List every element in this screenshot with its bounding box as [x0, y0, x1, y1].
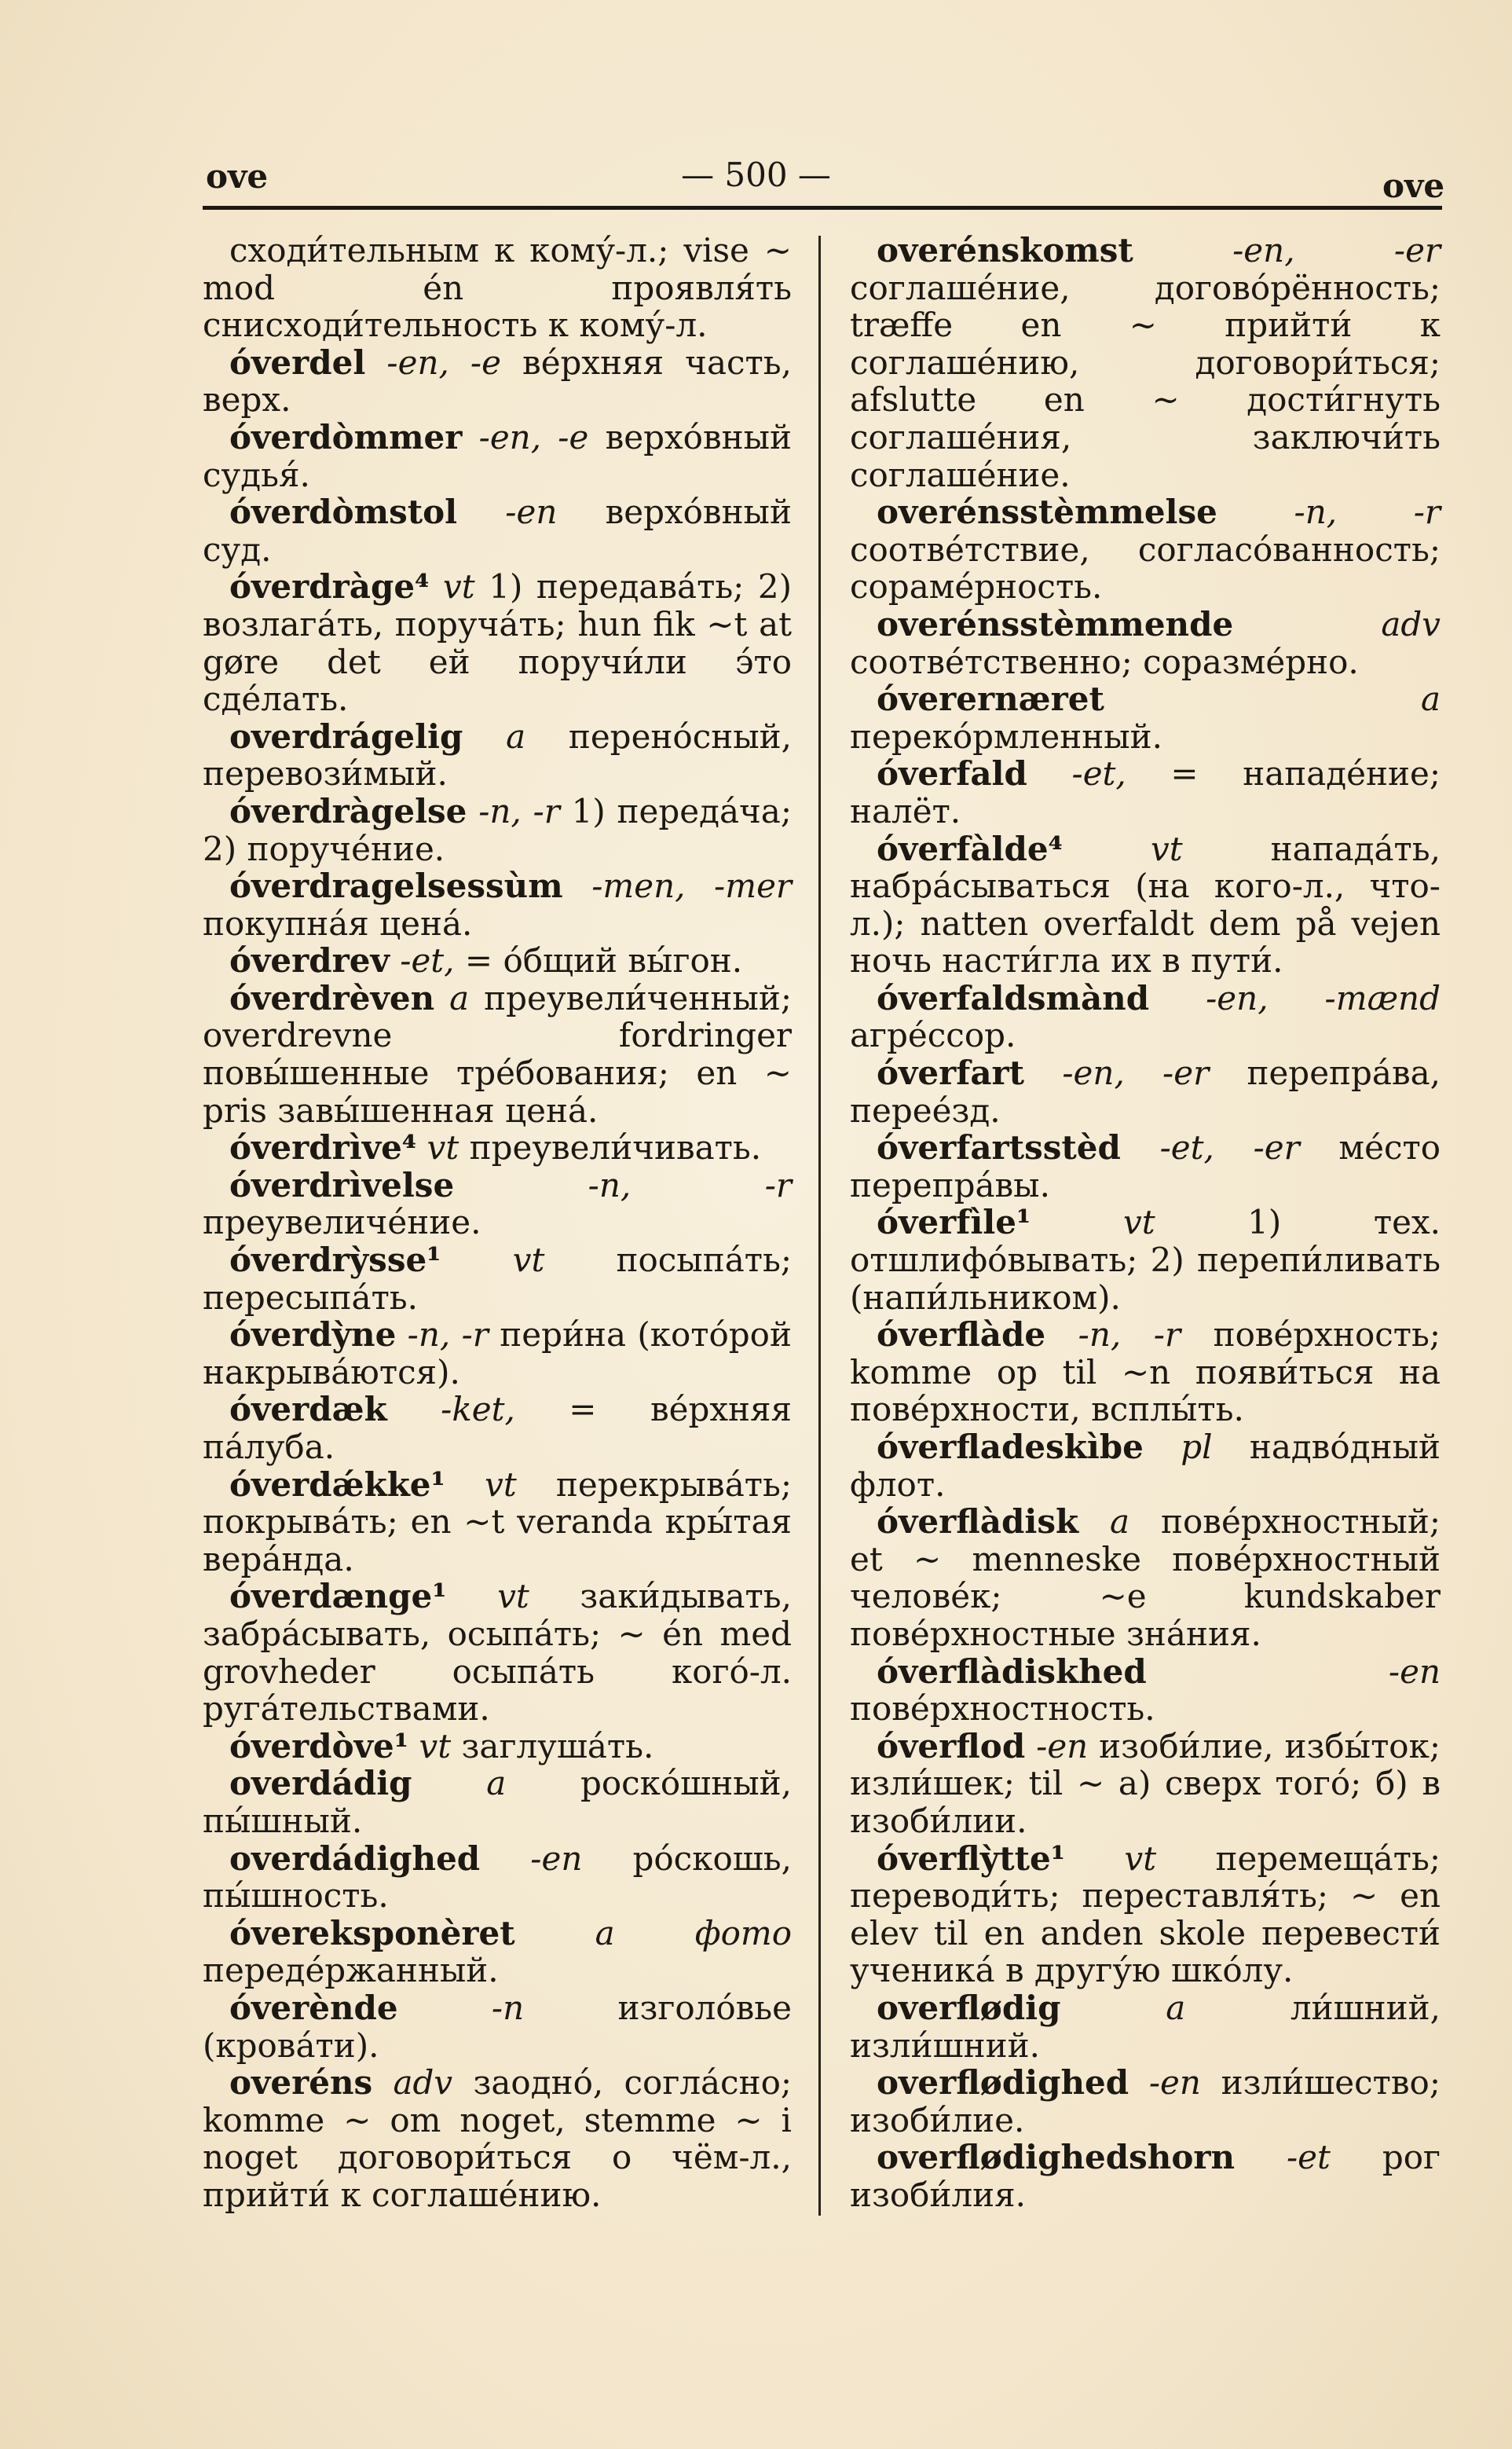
definition: верхо́вный суд.: [203, 493, 792, 569]
grammar-label: -en, -e: [386, 343, 501, 382]
grammar-label: a: [1420, 680, 1441, 719]
headword: óverdæk: [229, 1390, 387, 1429]
definition: перепра́ва, перее́зд.: [850, 1054, 1441, 1130]
header-left-guideword: ove: [206, 157, 269, 196]
dictionary-entry: [203, 1316, 792, 1391]
definition: 1) переда́ча; 2) поруче́ние.: [203, 791, 792, 868]
definition: посыпа́ть; пересыпа́ть.: [203, 1241, 792, 1317]
grammar-label: -et: [1286, 2138, 1331, 2177]
dictionary-entry: [850, 1129, 1441, 1204]
headword: overénsstèmmende: [877, 604, 1234, 643]
headword: óverfàlde⁴: [877, 829, 1063, 868]
grammar-label: a: [486, 1764, 507, 1803]
dictionary-entry: [203, 1989, 792, 2064]
definition: преувели́ченный; overdrevne fordringer повы́шенные тре́бования; en ~ pris завы́шенная цена́.: [203, 978, 792, 1130]
dictionary-entry: [850, 1653, 1441, 1728]
definition: надво́дный флот.: [850, 1428, 1441, 1504]
dictionary-entry: [203, 568, 792, 717]
dictionary-entry: [850, 606, 1441, 680]
definition: ве́рхняя па́луба.: [203, 1390, 792, 1466]
dictionary-entry: [203, 942, 792, 980]
headword: óverflỳtte¹: [877, 1839, 1066, 1878]
dictionary-entry: [850, 2064, 1441, 2139]
headword: óverdǽkke¹: [229, 1465, 445, 1504]
headword: overdrágelig: [229, 717, 463, 756]
grammar-label: a: [1110, 1502, 1130, 1542]
dictionary-entry: [203, 1129, 792, 1167]
headword: óverfìle¹: [877, 1203, 1031, 1242]
grammar-label: -et, =: [1071, 754, 1199, 794]
dictionary-entry: [850, 493, 1441, 606]
definition: 1) передава́ть; 2) возлага́ть, поруча́ть; hun fik ~t at gøre det ей поручи́ли э́то сде́лать.: [203, 567, 793, 719]
headword: overflødig: [877, 1988, 1061, 2027]
headword: óverflod: [877, 1726, 1026, 1765]
dictionary-entry: [203, 793, 792, 867]
dictionary-entry: [850, 1428, 1441, 1503]
grammar-label: a: [449, 978, 470, 1017]
definition: заглуша́ть.: [461, 1726, 654, 1765]
definition: нападе́ние; налёт.: [850, 754, 1441, 830]
dictionary-entry: [850, 1204, 1441, 1316]
dictionary-entry: [850, 232, 1441, 493]
grammar-label: -en: [1388, 1652, 1441, 1691]
dictionary-entry: [203, 1391, 792, 1465]
right-column: [850, 232, 1441, 2213]
definition: пове́рхностный; et ~ menneske пове́рхностный челове́к; ~e kundskaber пове́рхностные зна́ния.: [850, 1502, 1441, 1653]
headword: óverfartsstèd: [877, 1128, 1121, 1168]
definition: перекóрмленный.: [850, 717, 1162, 756]
grammar-label: a: [506, 717, 526, 756]
dictionary-entry: [203, 1840, 792, 1915]
headword: óverdrìvelse: [229, 1165, 455, 1204]
grammar-label: adv: [393, 2063, 453, 2103]
definition: пери́на (кото́рой накрыва́ются).: [203, 1315, 792, 1391]
grammar-label: -n: [491, 1988, 525, 2027]
page-number: — 500 —: [681, 156, 831, 194]
definition: перено́сный, перевози́мый.: [203, 717, 792, 794]
definition: ме́сто перепра́вы.: [850, 1128, 1441, 1204]
grammar-label: -en, -er: [1062, 1054, 1210, 1093]
definition: покупна́я цена́.: [203, 904, 473, 943]
headword: óverfald: [877, 754, 1027, 794]
headword: óverdrìve⁴: [229, 1128, 417, 1168]
definition: рог изоби́лия.: [850, 2138, 1441, 2214]
grammar-label: -n, -r: [1294, 493, 1441, 532]
grammar-label: -en, -er: [1232, 231, 1441, 269]
grammar-label: pl: [1181, 1428, 1213, 1466]
headword: óverdòve¹: [229, 1726, 409, 1765]
column-divider: [818, 236, 821, 2216]
definition: изоби́лие, избы́ток; изли́шек; til ~ а) сверх того́; б) в изоби́лии.: [850, 1726, 1441, 1840]
dictionary-entry: [850, 1054, 1441, 1129]
grammar-label: vt: [1124, 1839, 1157, 1878]
headword: óverfart: [877, 1054, 1025, 1093]
grammar-label: -en, -e: [478, 417, 589, 456]
grammar-label: vt: [427, 1128, 459, 1168]
definition: о́бщий вы́гон.: [503, 941, 743, 981]
definition: 1) тех. отшлифо́вывать; 2) перепи́ливать (напи́льником).: [850, 1203, 1441, 1317]
definition: заодно́, согла́сно; komme ~ om noget, stemme ~ i noget договори́ться о чём-л., прийти́ к соглаше́нию.: [203, 2063, 793, 2214]
grammar-label: -en: [1036, 1726, 1089, 1765]
definition: ли́шний, изли́шний.: [850, 1988, 1441, 2065]
headword: óverdænge¹: [229, 1577, 447, 1616]
dictionary-entry: [203, 344, 792, 419]
dictionary-entry: [203, 1241, 792, 1316]
definition: соотве́тствие, согласо́ванность; сораме́рность.: [850, 530, 1441, 607]
headword: óverernæret: [877, 680, 1104, 719]
headword: overdádig: [229, 1764, 412, 1803]
dictionary-entry: [850, 1503, 1441, 1652]
definition: ро́скошь, пы́шность.: [203, 1839, 792, 1916]
definition: соотве́тственно; соразме́рно.: [850, 642, 1359, 681]
headword: óverdrèven: [229, 978, 435, 1017]
grammar-label: vt: [419, 1726, 452, 1765]
dictionary-entry: [203, 1466, 792, 1578]
grammar-label: vt: [1150, 829, 1183, 868]
definition: передéржанный.: [203, 1951, 499, 1990]
dictionary-entry: [203, 1578, 792, 1727]
dictionary-entry: [850, 830, 1441, 980]
header-right-guideword: ove: [1382, 167, 1445, 205]
definition: перекрыва́ть; покрыва́ть; en ~t veranda кры́тая вера́нда.: [203, 1465, 792, 1578]
grammar-label: vt: [512, 1241, 545, 1280]
definition: сходи́тельным к кому́-л.; vise ~ mod én проявля́ть снисходи́тельность к кому́-л.: [203, 231, 792, 345]
headword: óverdỳne: [229, 1315, 397, 1355]
headword: óverflàde: [877, 1315, 1046, 1355]
dictionary-entry: [850, 1840, 1441, 1989]
headword: overénsstèmmelse: [877, 493, 1217, 532]
headword: óverdòmmer: [229, 417, 463, 456]
dictionary-entry: [850, 2139, 1441, 2213]
headword: óverdel: [229, 343, 366, 382]
grammar-label: -en: [1148, 2063, 1201, 2103]
grammar-label: -en: [505, 493, 558, 532]
definition: изли́шество; изоби́лие.: [850, 2063, 1441, 2139]
dictionary-entry: [203, 419, 792, 493]
headword: óverfladeskìbe: [877, 1428, 1144, 1466]
left-column: [203, 232, 792, 2213]
definition: соглаше́ние, догово́рённость; træffe en ~ прийти́ к соглаше́нию, договори́ться; afslutte en ~ дости́гнуть соглаше́ния, заключи́ть соглаше́ние.: [850, 268, 1441, 494]
definition: пове́рхность; komme op til ~n появи́ться на пове́рхности, всплы́ть.: [850, 1315, 1441, 1429]
headword: óverdràgelse: [229, 791, 467, 830]
grammar-label: vt: [443, 567, 475, 607]
grammar-label: -et, =: [400, 941, 493, 981]
definition: напада́ть, набра́сываться (на кого-л., что-л.); natten overfaldt dem på vejen ночь насти́гла их в пути́.: [850, 829, 1441, 981]
dictionary-entry: [203, 2064, 792, 2213]
dictionary-entry: [850, 1728, 1441, 1840]
dictionary-entry: [203, 980, 792, 1129]
dictionary-entry: [850, 1316, 1441, 1428]
grammar-label: -et, -er: [1159, 1128, 1300, 1168]
dictionary-entry: [850, 755, 1441, 830]
headword: overénskomst: [877, 231, 1133, 269]
grammar-label: -ket, =: [441, 1390, 597, 1429]
headword: óverdòmstol: [229, 493, 458, 532]
dictionary-entry: [203, 1728, 792, 1765]
grammar-label: -en: [530, 1839, 583, 1878]
definition: агре́ссор.: [850, 1016, 1016, 1055]
definition: роско́шный, пы́шный.: [203, 1764, 792, 1840]
grammar-label: vt: [485, 1465, 517, 1504]
dictionary-entry: [203, 1915, 792, 1989]
dictionary-entry: [203, 1167, 792, 1241]
headword: óvereksponèret: [229, 1913, 515, 1952]
headword: óverflàdiskhed: [877, 1652, 1147, 1691]
headword: overflødighedshorn: [877, 2138, 1235, 2177]
grammar-label: vt: [1122, 1203, 1155, 1242]
headword: óverfaldsmànd: [877, 978, 1150, 1017]
dictionary-entry: [203, 1765, 792, 1839]
grammar-label: -en, -mænd: [1206, 978, 1441, 1017]
definition: заки́дывать, забра́сывать, осыпа́ть; ~ én med grovheder осыпа́ть кого́-л. руга́тельствами.: [203, 1577, 792, 1729]
headword: overflødighed: [877, 2063, 1129, 2103]
grammar-label: -n, -r: [1078, 1315, 1181, 1355]
definition: ве́рхняя часть, верх.: [203, 343, 792, 420]
headword: óverènde: [229, 1988, 398, 2027]
grammar-label: -n, -r: [588, 1165, 792, 1204]
definition: преувеличе́ние.: [203, 1203, 481, 1242]
definition: верхо́вный судья́.: [203, 417, 792, 494]
dictionary-entry: [203, 232, 792, 344]
definition: изголо́вье (крова́ти).: [203, 1988, 792, 2065]
grammar-label: a: [1166, 1988, 1186, 2027]
definition: пове́рхностность.: [850, 1689, 1155, 1729]
definition: перемеща́ть; переводи́ть; переставля́ть; ~ en elev til en anden skole перевести́ ученика́ в другу́ю шко́лу.: [850, 1839, 1441, 1990]
headword: overéns: [229, 2063, 373, 2103]
grammar-label: -men, -mer: [591, 867, 792, 906]
dictionary-entry: [203, 867, 792, 942]
headword: óverdrỳsse¹: [229, 1241, 441, 1280]
grammar-label: -n, -r: [407, 1315, 489, 1355]
headword: óverdragelsessùm: [229, 867, 563, 906]
header-rule: [203, 206, 1442, 210]
dictionary-entry: [203, 493, 792, 568]
dictionary-entry: [850, 980, 1441, 1054]
headword: overdádighed: [229, 1839, 481, 1878]
headword: óverdrev: [229, 941, 390, 981]
headword: óverflàdisk: [877, 1502, 1079, 1542]
grammar-label: a фото: [595, 1913, 792, 1952]
grammar-label: -n, -r: [478, 791, 560, 830]
grammar-label: vt: [497, 1577, 529, 1616]
dictionary-entry: [850, 1989, 1441, 2064]
grammar-label: adv: [1381, 604, 1441, 643]
headword: óverdràge⁴: [229, 567, 430, 607]
dictionary-entry: [203, 718, 792, 793]
definition: преувели́чивать.: [469, 1128, 762, 1168]
dictionary-entry: [850, 680, 1441, 755]
